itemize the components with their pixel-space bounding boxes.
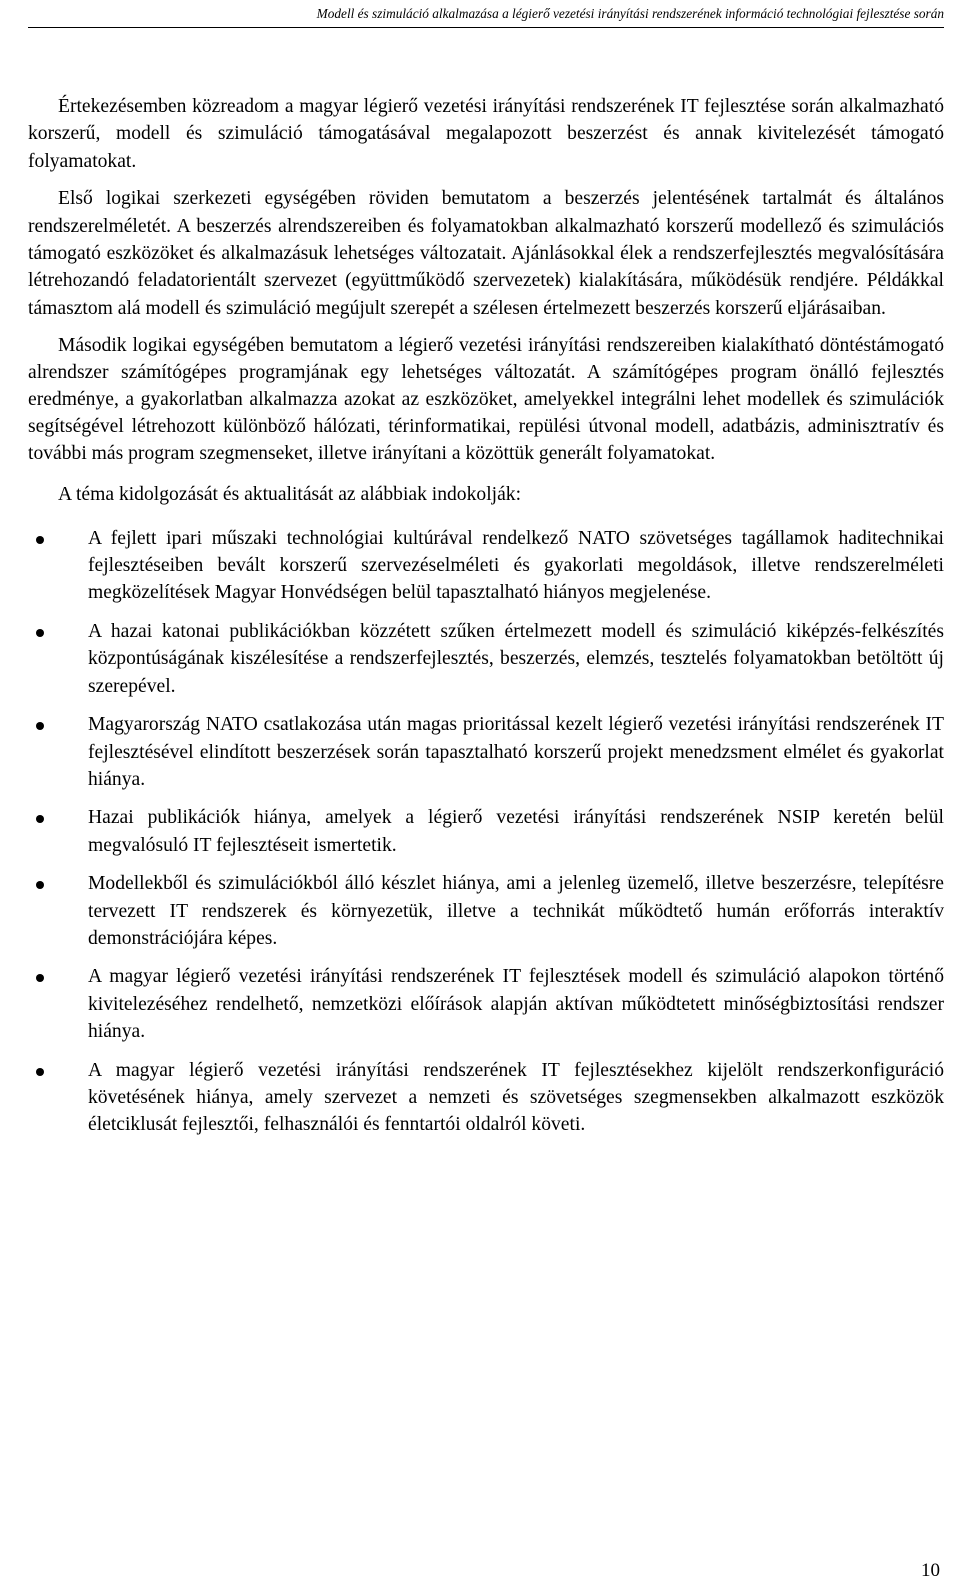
list-item <box>28 1057 944 1139</box>
bullet-icon <box>36 815 44 823</box>
list-item-text: A magyar légierő vezetési irányítási rendszerének IT fejlesztések modell és szimuláció alapokon történő kivitelezéséhez rendelhető, nemzetközi előírások alapján aktívan működtetett minőségbiztosítási rendszer hiánya. <box>88 966 944 1043</box>
list-item-text: Modellekből és szimulációkból álló készlet hiánya, ami a jelenleg üzemelő, illetve beszerzésre, telepítésre tervezett IT rendszerek és környezetük, illetve a technikát működtető humán erőforrás interaktív demonstrációjára képes. <box>88 873 944 949</box>
list-item <box>28 618 944 700</box>
list-item <box>28 525 944 607</box>
list-item-text: A magyar légierő vezetési irányítási rendszerének IT fejlesztésekhez kijelölt rendszerkonfiguráció követésének hiánya, amely szervezet a nemzeti és szövetséges szegmensekben alkalmazott eszközök életciklusát fejlesztői, felhasználói és fenntartói oldalról követi. <box>88 1059 944 1136</box>
bullet-icon <box>36 629 44 637</box>
page-body <box>28 93 944 1150</box>
bullet-icon <box>36 1068 44 1076</box>
list-intro: A téma kidolgozását és aktualitását az alábbiak indokolják: <box>58 484 522 506</box>
running-header: Modell és szimuláció alkalmazása a légierő vezetési irányítási rendszerének információ technológiai fejlesztése során <box>316 6 944 21</box>
list-item <box>28 711 944 793</box>
header-divider <box>28 27 944 28</box>
list-item-text: Magyarország NATO csatlakozása után magas prioritással kezelt légierő vezetési irányítási rendszerének IT fejlesztésével elindított beszerzések során tapasztalható korszerű projekt menedzsment elmélet és gyakorlat hiánya. <box>88 714 944 790</box>
paragraph: Második logikai egységében bemutatom a légierő vezetési irányítási rendszereiben kialakítható döntéstámogató alrendszer számítógépes programjának egy lehetséges változatát. A számítógépes program önálló fejlesztés eredménye, a gyakorlatban alkalmazza azokat az eszközöket, amelyekkel integrálni lehet modellek és szimulációk segítségével létrehozott különböző hálózati, térinformatikai, repülési útvonal modell, adatbázis, adminisztratív és további más program szegmenseket, illetve irányítani a közöttük generált folyamatokat. <box>28 335 944 465</box>
paragraph: Első logikai szerkezeti egységében röviden bemutatom a beszerzés jelentésének tartalmát és általános rendszerelméletét. A beszerzés alrendszereiben és folyamatokban alkalmazható korszerű modellező és szimulációs támogató eszközöket és alkalmazásuk lehetséges változatait. Ajánlásokkal élek a rendszerfejlesztés megvalósítására létrehozandó feladatorientált szervezet (együttműködő szervezetek) kialakítására, működésük rendjére. Példákkal támasztom alá modell és szimuláció megújult szerepét a szélesen értelmezett beszerzés korszerű eljárásaiban. <box>28 188 944 319</box>
list-item-text: A fejlett ipari műszaki technológiai kultúrával rendelkező NATO szövetséges tagállamok haditechnikai fejlesztéseiben bevált korszerű szervezéselméleti és gyakorlati megoldások, illetve rendszerelméleti megközelítések Magyar Honvédségen belül tapasztalható hiányos megjelenése. <box>88 527 944 604</box>
page-number: 10 <box>921 1560 940 1581</box>
list-item <box>28 804 944 859</box>
list-item <box>28 963 944 1045</box>
bullet-icon <box>36 722 44 730</box>
bullet-icon <box>36 974 44 982</box>
list-item <box>28 870 944 952</box>
bullet-icon <box>36 536 44 544</box>
list-item-text: Hazai publikációk hiánya, amelyek a légierő vezetési irányítási rendszerének NSIP keretén belül megvalósuló IT fejlesztéseit ismertetik. <box>88 807 944 856</box>
reasons-list <box>28 525 944 1139</box>
paragraph: Értekezésemben közreadom a magyar légierő vezetési irányítási rendszerének IT fejlesztése során alkalmazható korszerű, modell és szimuláció támogatásával megalapozott beszerzést és annak kivitelezését támogató folyamatokat. <box>28 96 944 172</box>
bullet-icon <box>36 881 44 889</box>
list-item-text: A hazai katonai publikációkban közzétett szűken értelmezett modell és szimuláció kiképzés-felkészítés központúságának kiszélesítése a rendszerfejlesztés, beszerzés, elemzés, tesztelés folyamatokban betöltött új szerepével. <box>88 620 944 697</box>
